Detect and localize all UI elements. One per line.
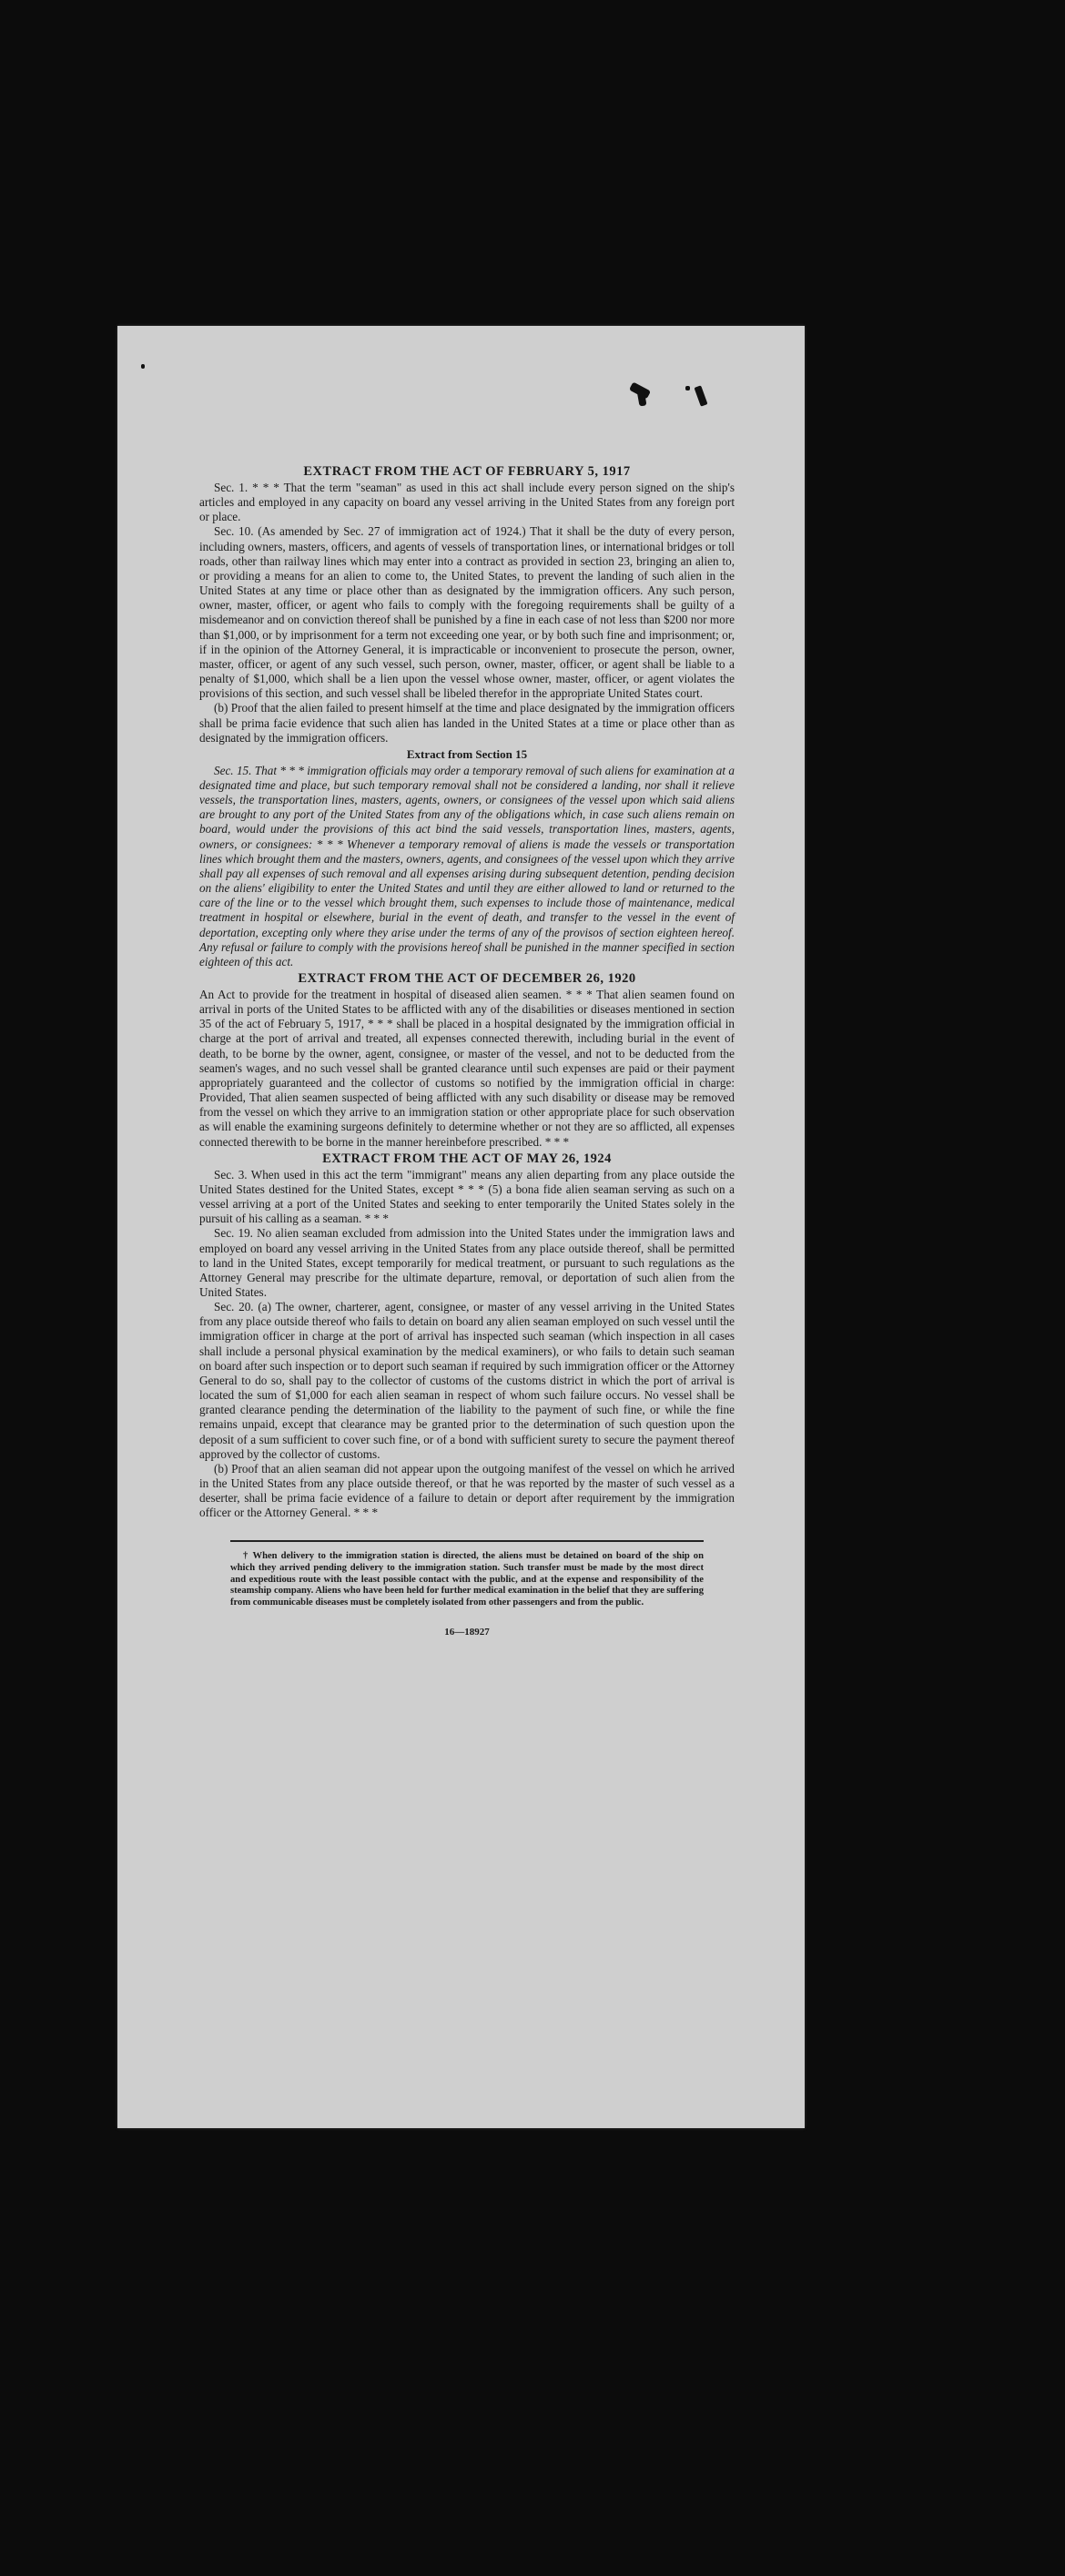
heading-act-1917: EXTRACT FROM THE ACT OF FEBRUARY 5, 1917 (303, 464, 631, 479)
footnote-divider (230, 1540, 704, 1542)
scan-speck (685, 386, 690, 390)
heading-act-1920: EXTRACT FROM THE ACT OF DECEMBER 26, 1920 (298, 971, 636, 986)
scan-mark (694, 385, 707, 406)
paragraph-act-1920: An Act to provide for the treatment in hospital of diseased alien seamen. * * * That alien seamen found on arrival in ports of the United States to be afflicted with any of the disabilities or diseases mentioned in section 35 of the act of February 5, 1917, * * * shall be placed in a hospital designated by the immigration official in charge at the port of arrival and treated, all expenses connected therewith, including burial in the event of death, to be borne by the owner, agent, consignee, or master of the vessel, and not to be deducted from the seamen's wages, and no such vessel shall be granted clearance until such expenses are paid or their payment appropriately guaranteed and the collector of customs so notified by the immigration official in charge: Provided, That alien seamen suspected of being afflicted with any such disability or disease may be removed from the vessel on which they arrive to an immigration station or other appropriate place for such observation as will enable the examining surgeons definitely to determine whether or not they are so afflicted, all expenses connected therewith to be borne in the manner hereinbefore prescribed. * * * (199, 988, 735, 1149)
document-body (199, 462, 735, 1638)
paragraph-sec-15: Sec. 15. That * * * immigration officials may order a temporary removal of such aliens for examination at a designated time and place, but such temporary removal shall not be considered a landing, nor shall it relieve vessels, the transportation lines, masters, agents, owners, or consignees of the vessel upon which said aliens are brought to any port of the United States from any of the obligations which, in case such aliens remain on board, would under the provisions of this act bind the said vessels, transportation lines, masters, agents, owners, or consignees: * * * Whenever a temporary removal of aliens is made the vessels or transportation lines which brought them and the masters, owners, agents, and consignees of the vessel upon which they arrive shall pay all expenses of such removal and all expenses arising during subsequent detention, pending decision on the aliens' eligibility to enter the United States and until they are either allowed to land or returned to the care of the line or to the vessel which brought them, such expenses to include those of maintenance, medical treatment in hospital or elsewhere, burial in the event of death, and transfer to the vessel in the event of deportation, excepting only where they arise under the terms of any of the provisos of section eighteen hereof. Any refusal or failure to comply with the provisions hereof shall be punished in the manner specified in section eighteen of this act. (199, 763, 735, 969)
document-page (117, 326, 805, 2128)
footnote-text: † When delivery to the immigration station is directed, the aliens must be detained on board of the ship on which they arrived pending delivery to the immigration station. Such transfer must be made by the most direct and expeditious route with the least possible contact with the public, and at the expense and responsibility of the steamship company. Aliens who have been held for further medical examination in the belief that they are suffering from communicable diseases must be completely isolated from other passengers and from the public. (230, 1551, 704, 1607)
paragraph-sec-20-a: Sec. 20. (a) The owner, charterer, agent, consignee, or master of any vessel arriving in the United States from any place outside thereof who fails to detain on board any alien seaman employed on such vessel until the immigration officer in charge at the port of arrival has inspected such seaman (which inspection in all cases shall include a personal physical examination by the medical examiners), or who fails to detain such seaman on board after such inspection or to deport such seaman if required by such immigration officer or the Attorney General to do so, shall pay to the collector of customs of the customs district in which the port of arrival is located the sum of $1,000 for each alien seaman in respect of whom such failure occurs. No vessel shall be granted clearance pending the determination of the liability to the payment of such fine, or while the fine remains unpaid, except that clearance may be granted prior to the determination of such question upon the deposit of a sum sufficient to cover such fine, or of a bond with sufficient surety to secure the payment thereof approved by the collector of customs. (199, 1300, 735, 1461)
heading-act-1924: EXTRACT FROM THE ACT OF MAY 26, 1924 (322, 1151, 612, 1166)
paragraph-sec-20-b: (b) Proof that an alien seaman did not appear upon the outgoing manifest of the vessel on which he arrived in the United States from any place outside thereof, or that he was reported by the master of such vessel as a deserter, shall be prima facie evidence of a failure to detain or deport after requirement by the immigration officer or the Attorney General. * * * (199, 1461, 735, 1520)
paragraph-sec-19: Sec. 19. No alien seaman excluded from admission into the United States under the immigration laws and employed on board any vessel arriving in the United States from any place outside thereof, shall be permitted to land in the United States, except temporarily for medical treatment, or pursuant to such regulations as the Attorney General may prescribe for the ultimate departure, removal, or deportation of such alien from the United States. (199, 1226, 735, 1299)
paragraph-sec-10-b: (b) Proof that the alien failed to present himself at the time and place designated by the immigration officers shall be prima facie evidence that such alien has landed in the United States at a time or place other than as designated by the immigration officers. (199, 701, 735, 745)
paragraph-sec-1: Sec. 1. * * * That the term "seaman" as used in this act shall include every person signed on the ship's articles and employed in any capacity on board any vessel arriving in the United States from any foreign port or place. (199, 481, 735, 524)
paragraph-sec-10: Sec. 10. (As amended by Sec. 27 of immigration act of 1924.) That it shall be the duty of every person, including owners, masters, officers, and agents of vessels of transportation lines, or international bridges or toll roads, other than railway lines which may enter into a contract as provided in section 23, bringing an alien to, or providing a means for an alien to come to, the United States, to prevent the landing of such alien in the United States at any time or place other than as designated by the immigration officers. Any such person, owner, master, officer, or agent who fails to comply with the foregoing requirements shall be guilty of a misdemeanor and on conviction thereof shall be punished by a fine in each case of not less than $200 nor more than $1,000, or by imprisonment for a term not exceeding one year, or by both such fine and imprisonment; or, if in the opinion of the Attorney General, it is impracticable or inconvenient to prosecute the person, owner, master, officer, or agent of any such vessel, such person, owner, master, officer, or agent shall be liable to a penalty of $1,000, which shall be a lien upon the vessel whose owner, master, officer, or agent violates the provisions of this section, and such vessel shall be libeled therefor in the appropriate United States court. (199, 524, 735, 701)
heading-section-15: Extract from Section 15 (406, 746, 528, 761)
scan-speck (141, 364, 145, 369)
paragraph-sec-3: Sec. 3. When used in this act the term "immigrant" means any alien departing from any place outside the United States destined for the United States, except * * * (5) a bona fide alien seaman serving as such on a vessel arriving at a port of the United States and seeking to enter temporarily the United States solely in the pursuit of his calling as a seaman. * * * (199, 1167, 735, 1226)
form-code: 16—18927 (444, 1627, 490, 1638)
